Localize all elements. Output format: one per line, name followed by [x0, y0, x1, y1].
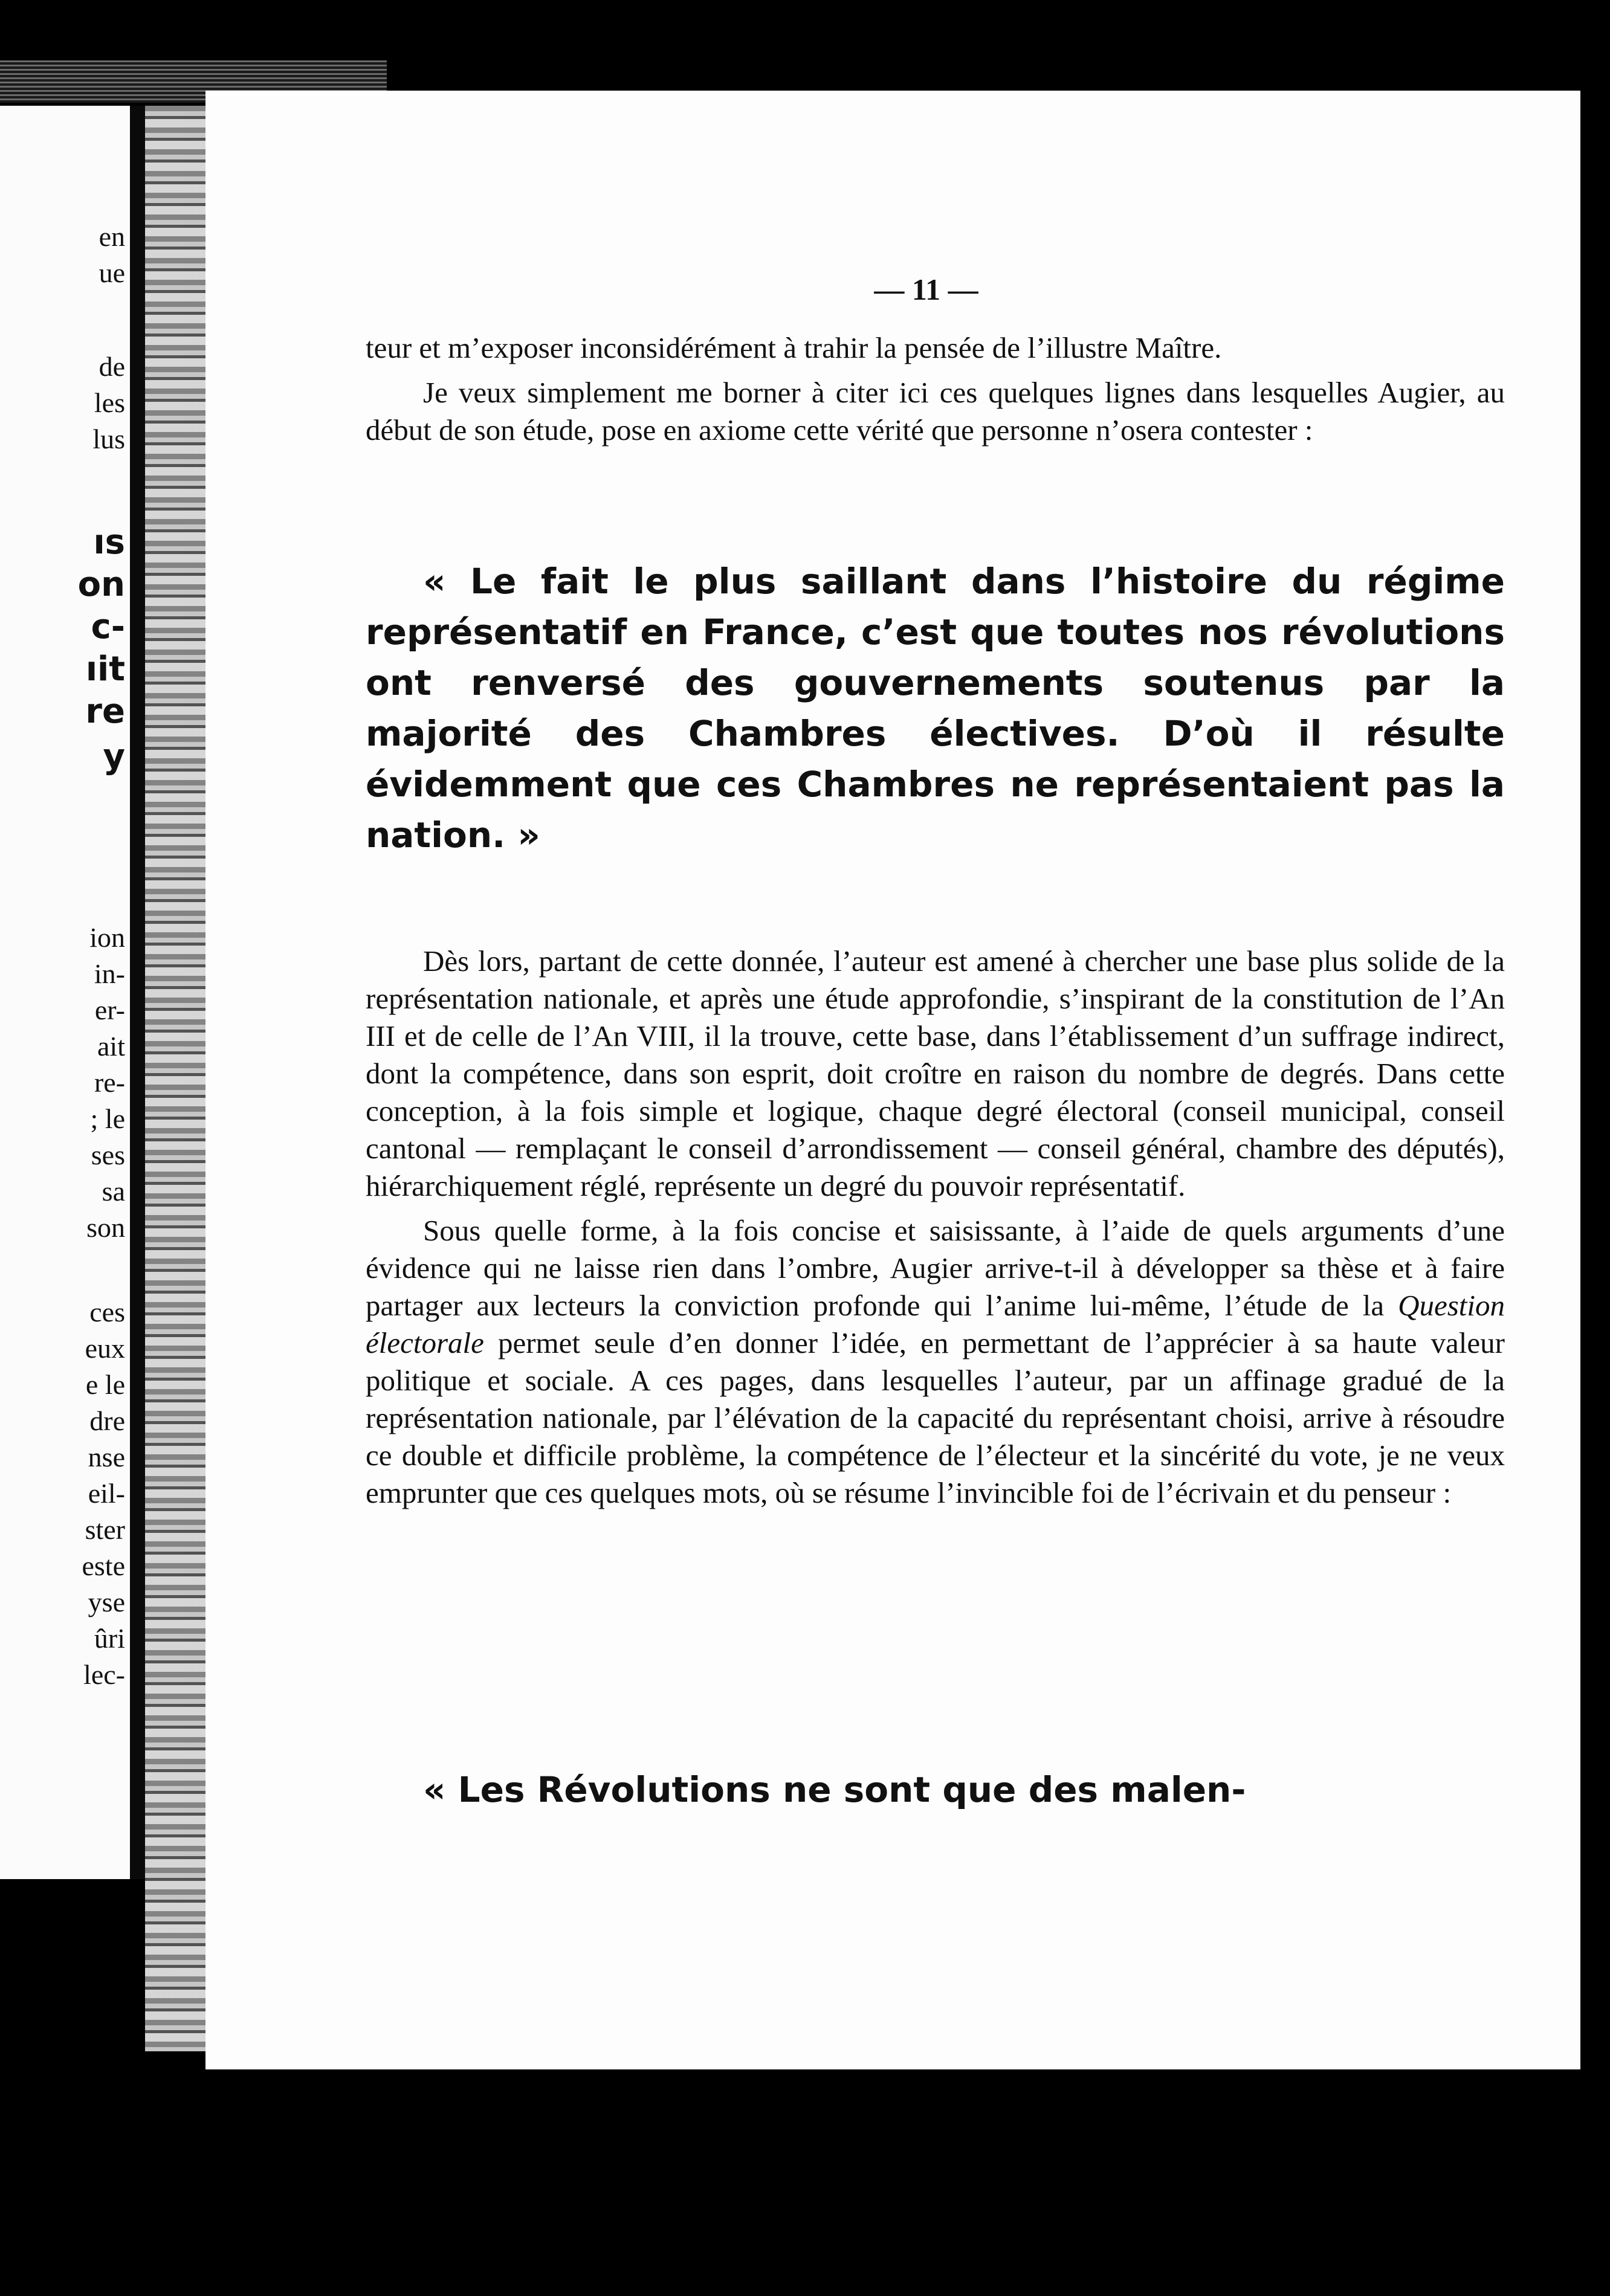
quotation-augier-1: « Le fait le plus saillant dans l’histoire du régime représentatif en France, c’est que toutes nos révolutions ont renversé des gouvernements soutenus par la majorité des Chambres électives. D’où il résulte évidemment que ces Chambres ne représentaient pas la nation. »	[366, 561, 1505, 856]
facing-page-line-fragment: re	[85, 692, 125, 731]
facing-page-line-fragment: yse	[88, 1587, 125, 1617]
facing-page-line-fragment: sa	[102, 1176, 125, 1207]
paragraph-intro: Je veux simplement me borner à citer ici ces quelques lignes dans lesquelles Augier, au début de son étude, pose en axiome cette vérité que personne n’osera contester :	[366, 376, 1505, 447]
facing-page-line-fragment: ces	[89, 1297, 125, 1327]
facing-page-line-fragment: er-	[94, 995, 125, 1025]
facing-page-line-fragment: c-	[91, 607, 125, 647]
facing-page-line-fragment: ; le	[90, 1103, 125, 1134]
facing-page-line-fragment: este	[82, 1550, 125, 1581]
facing-page-line-fragment: de	[99, 351, 125, 382]
paragraph-sous-quelle-forme	[366, 1212, 1505, 1512]
paragraph-text-b: permet seule d’en donner l’idée, en permettant de l’apprécier à sa haute valeur politique et sociale. A ces pages, dans lesquelles l’auteur, par un affinage gradué de la représentation nationale, par l’élévation de la capacité du représentant choisi, arrive à résoudre ce double et difficile problème, la compétence de l’électeur et la sincérité du vote, je ne veux emprunter que ces quelques mots, où se résume l’invincible foi de l’écrivain et du penseur :	[366, 1326, 1505, 1509]
facing-page-line-fragment: ûri	[94, 1623, 125, 1654]
facing-page-line-fragment: lec-	[83, 1659, 125, 1690]
facing-page-line-fragment: en	[99, 221, 125, 252]
paragraph-des-lors: Dès lors, partant de cette donnée, l’auteur est amené à chercher une base plus solide de la représentation nationale, et après une étude approfondie, s’inspirant de la constitution de l’An III et de celle de l’An VIII, il la trouve, cette base, dans l’établissement d’un suffrage indirect, dont la compétence, dans son esprit, doit croître en raison du nombre de degrés. Dans cette conception, à la fois simple et logique, chaque degré électoral (conseil municipal, conseil cantonal — remplaçant le conseil d’arrondissement — conseil général, chambre des députés), hiérarchiquement réglé, représente un degré du pouvoir représentatif.	[366, 944, 1505, 1202]
quote-block-2	[366, 1764, 1505, 1815]
facing-page-line-fragment: son	[86, 1212, 125, 1243]
facing-page-line-fragment: eux	[85, 1333, 125, 1364]
paragraph-continuation: teur et m’exposer inconsidérément à trahir la pensée de l’illustre Maître.	[366, 331, 1222, 364]
facing-page-line-fragment: eil-	[88, 1478, 125, 1509]
page	[205, 91, 1580, 2069]
facing-page-line-fragment: ster	[85, 1514, 125, 1545]
facing-page-line-fragment: e le	[85, 1369, 125, 1400]
facing-page-line-fragment: y	[103, 737, 125, 776]
facing-page-line-fragment: in-	[94, 958, 125, 989]
facing-page-line-fragment: dre	[89, 1405, 125, 1436]
body-text-top	[366, 329, 1505, 449]
body-text-middle	[366, 943, 1505, 1512]
facing-page-line-fragment: ue	[99, 257, 125, 288]
facing-page-line-fragment: ait	[97, 1031, 125, 1062]
quote-block-1	[366, 556, 1505, 860]
facing-page-line-fragment: ıit	[85, 650, 125, 689]
book-spine	[145, 106, 209, 2051]
book-title-italic: Question électorale	[366, 1289, 1505, 1359]
page-number: — 11 —	[874, 272, 978, 306]
facing-page-line-fragment: les	[94, 387, 125, 418]
facing-page-line-fragment: nse	[88, 1442, 125, 1472]
facing-page-line-fragment: ion	[89, 922, 125, 953]
facing-page-line-fragment: re-	[94, 1067, 125, 1098]
facing-page-fragment	[0, 106, 130, 1879]
facing-page-line-fragment: ses	[91, 1140, 125, 1170]
facing-page-line-fragment: ıs	[93, 523, 125, 562]
facing-page-line-fragment: on	[77, 565, 125, 604]
facing-page-line-fragment: lus	[92, 424, 125, 454]
quotation-augier-2: « Les Révolutions ne sont que des malen-	[423, 1769, 1246, 1810]
paragraph-text-a: Sous quelle forme, à la fois concise et saisissante, à l’aide de quels arguments d’une évidence qui ne laisse rien dans l’ombre, Augier arrive-t-il à développer sa thèse et à faire partager aux lecteurs la conviction profonde qui l’anime lui-même, l’étude de la	[366, 1214, 1505, 1322]
